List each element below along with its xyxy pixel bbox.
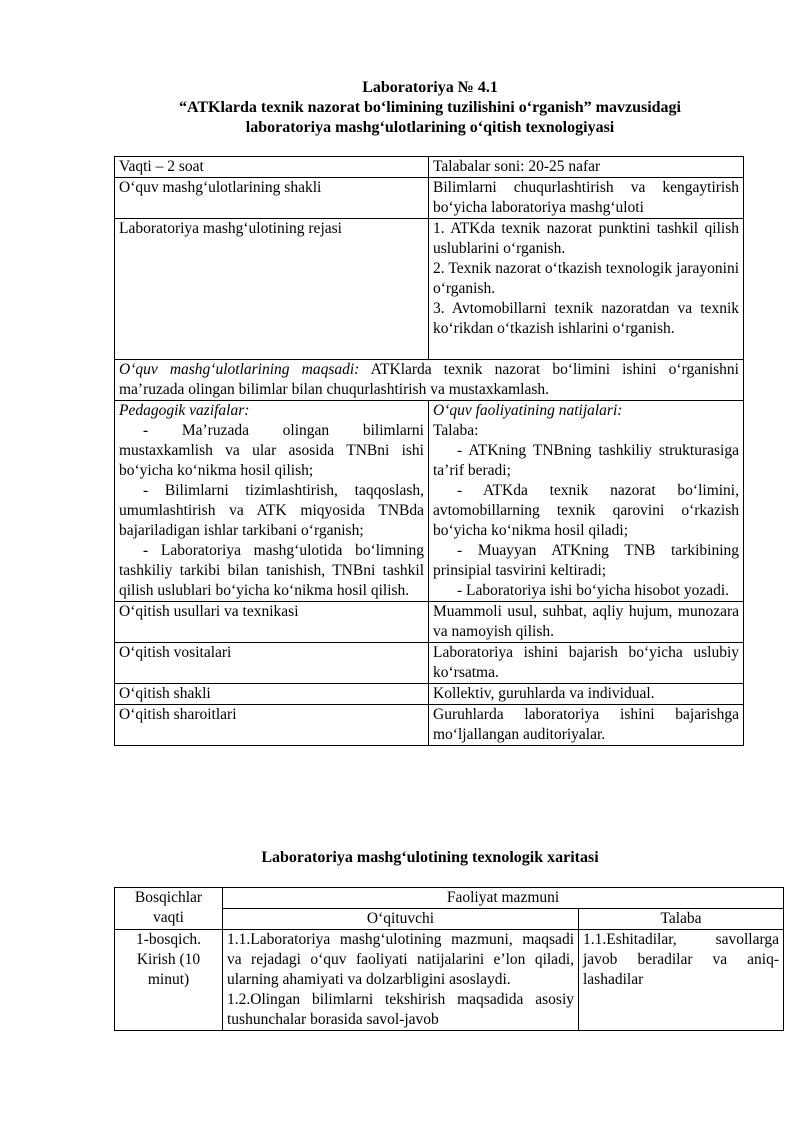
results-cell bbox=[429, 401, 744, 602]
methods-value-cell: Muammoli usul, suhbat, aqliy hujum, munozara va namoyish qilish. bbox=[429, 602, 744, 643]
table-row bbox=[115, 360, 744, 401]
plan-item: 1. ATKda texnik nazorat punktini tashkil qilish uslublarini o‘rganish. bbox=[433, 220, 739, 257]
table-row bbox=[115, 219, 744, 360]
plan-item: 3. Avtomobillarni texnik nazoratdan va texnik ko‘rikdan o‘tkazish ishlarini o‘rganish. bbox=[433, 300, 739, 337]
shape-value-cell: Kollektiv, guruhlarda va individual. bbox=[429, 684, 744, 705]
task-item: - Laboratoriya mashg‘ulotida bo‘limning tashkiliy tarkibi bilan tanishish, TNBni tashkil qilish uslublari bo‘yicha ko‘nikma hosil qilish. bbox=[119, 542, 424, 599]
table-row bbox=[115, 157, 744, 178]
teacher-step: 1.1.Laboratoriya mashg‘ulotining mazmuni, maqsadi va rejadagi o‘quv faoliyati natijalarini e’lon qiladi, ularning ahamiyati va dolzarbligini asoslaydi. bbox=[227, 931, 574, 988]
student-header-cell: Talaba bbox=[579, 909, 784, 930]
task-item: - Ma’ruzada olingan bilimlarni mustaxkamlish va ular asosida TNBni ishi bo‘yicha ko‘nikma hosil qilish; bbox=[119, 422, 424, 479]
lab-subtitle: laboratoriya mashg‘ulotlarining o‘qitish texnologiyasi bbox=[245, 119, 615, 136]
time-cell: Vaqti – 2 soat bbox=[115, 157, 429, 178]
plan-item: 2. Texnik nazorat o‘tkazish texnologik jarayonini o‘rganish. bbox=[433, 260, 739, 297]
map-title bbox=[60, 848, 800, 868]
goal-text: ATKlarda texnik nazorat bo‘limini ishini o‘rganishni ma’ruzada olingan bilimlar bilan chuqurlashtirish va mustaxkamlash. bbox=[119, 361, 739, 398]
methods-label-cell: O‘qitish usullari va texnikasi bbox=[115, 602, 429, 643]
table-row bbox=[115, 705, 744, 746]
lesson-info-table bbox=[114, 156, 744, 746]
conditions-label-cell: O‘qitish sharoitlari bbox=[115, 705, 429, 746]
result-item: - Muayyan ATKning TNB tarkibining prinsipial tasvirini keltiradi; bbox=[433, 542, 739, 579]
student-activity-cell: 1.1.Eshitadilar, savollarga javob beradilar va aniq-lashadilar bbox=[579, 930, 784, 1031]
result-item: - ATKda texnik nazorat bo‘limini, avtomobillarning texnik qarovini o‘rkazish bo‘yicha ko‘nikma hosil qiladi; bbox=[433, 482, 739, 539]
tasks-cell bbox=[115, 401, 429, 602]
table-row bbox=[115, 888, 784, 909]
conditions-value-cell: Guruhlarda laboratoriya ishini bajarishga mo‘ljallangan auditoriyalar. bbox=[429, 705, 744, 746]
teacher-step: 1.2.Olingan bilimlarni tekshirish maqsadida asosiy tushunchalar borasida savol-javob bbox=[227, 991, 574, 1028]
table-row bbox=[115, 930, 784, 1031]
goal-label: O‘quv mashg‘ulotlarining maqsadi: bbox=[119, 361, 360, 378]
tools-label-cell: O‘qitish vositalari bbox=[115, 643, 429, 684]
table-row bbox=[115, 401, 744, 602]
plan-label-cell: Laboratoriya mashg‘ulotining rejasi bbox=[115, 219, 429, 360]
shape-label-cell: O‘qitish shakli bbox=[115, 684, 429, 705]
tools-value-cell: Laboratoriya ishini bajarish bo‘yicha uslubiy ko‘rsatma. bbox=[429, 643, 744, 684]
map-title-text: Laboratoriya mashg‘ulotining texnologik xaritasi bbox=[261, 849, 599, 866]
technology-map-table bbox=[114, 887, 784, 1031]
stage-header-cell: Bosqichlar vaqti bbox=[115, 888, 223, 930]
table-row bbox=[115, 643, 744, 684]
tasks-label: Pedagogik vazifalar: bbox=[119, 402, 250, 419]
stage-cell: 1-bosqich. Kirish (10 minut) bbox=[115, 930, 223, 1031]
results-intro: Talaba: bbox=[433, 422, 479, 439]
teacher-header-cell: O‘qituvchi bbox=[223, 909, 579, 930]
document-header bbox=[60, 78, 800, 138]
table-row bbox=[115, 684, 744, 705]
table-row bbox=[115, 602, 744, 643]
results-label: O‘quv faoliyatining natijalari: bbox=[433, 402, 623, 419]
plan-items-cell bbox=[429, 219, 744, 360]
content-header-cell: Faoliyat mazmuni bbox=[223, 888, 784, 909]
lab-number: Laboratoriya № 4.1 bbox=[362, 79, 498, 96]
table-row bbox=[115, 178, 744, 219]
form-value-cell: Bilimlarni chuqurlashtirish va kengaytirish bo‘yicha laboratoriya mashg‘uloti bbox=[429, 178, 744, 219]
lab-topic: “ATKlarda texnik nazorat bo‘limining tuzilishini o‘rganish” mavzusidagi bbox=[179, 99, 681, 116]
result-item: - Laboratoriya ishi bo‘yicha hisobot yozadi. bbox=[457, 582, 730, 599]
teacher-activity-cell bbox=[223, 930, 579, 1031]
form-label-cell: O‘quv mashg‘ulotlarining shakli bbox=[115, 178, 429, 219]
students-cell: Talabalar soni: 20-25 nafar bbox=[429, 157, 744, 178]
goal-cell bbox=[115, 360, 744, 401]
task-item: - Bilimlarni tizimlashtirish, taqqoslash, umumlashtirish va ATK miqyosida TNBda bajariladigan ishlar tarkibani o‘rganish; bbox=[119, 482, 424, 539]
result-item: - ATKning TNBning tashkiliy strukturasiga ta’rif beradi; bbox=[433, 442, 739, 479]
